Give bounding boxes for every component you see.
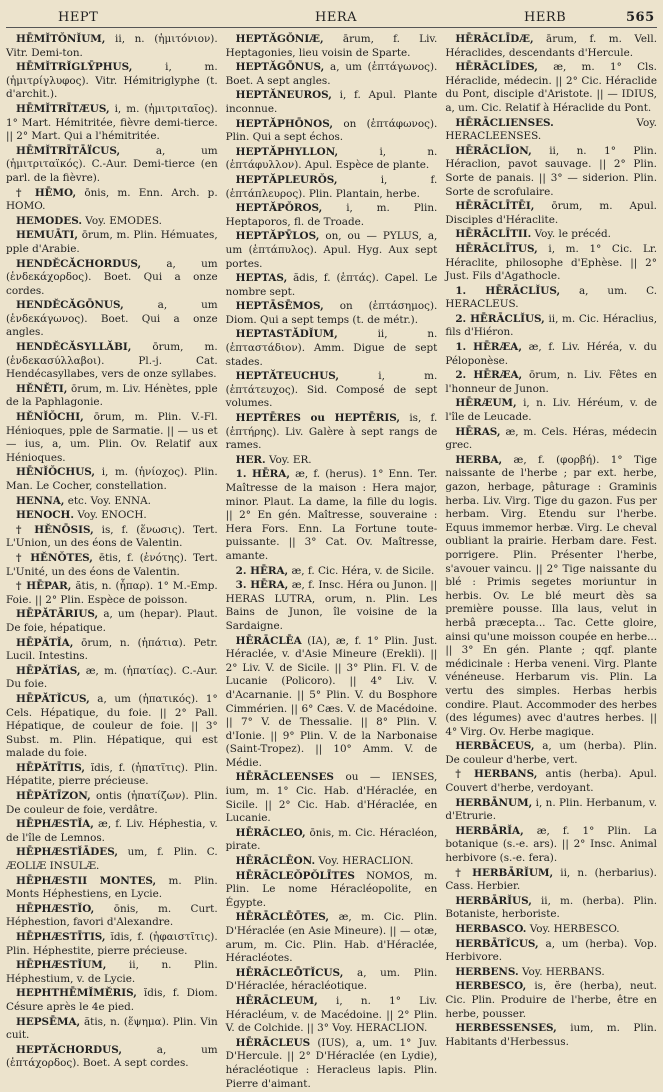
- entry-headword: HĒRĀCLĪTUS,: [455, 242, 538, 255]
- entry-headword: HĒRĀCLĪTĒI,: [455, 200, 535, 213]
- dictionary-entry: [6, 215, 218, 229]
- dictionary-entry: [226, 579, 438, 633]
- entry-definition: ōrum, n. Liv. Fêtes en l'honneur de Junon.: [445, 369, 657, 395]
- entry-definition: a, um. Plin. D'Héraclée, héracléotique.: [225, 966, 438, 993]
- entry-definition: um, f. Plin. C. ÆOLIÆ INSULÆ.: [6, 846, 218, 873]
- entry-definition: ii, n. Plin. Héphestium, v. de Lycie.: [6, 959, 218, 985]
- header-rule: [6, 27, 657, 28]
- dictionary-entry: [226, 468, 438, 563]
- entry-definition: NOMOS, m. Plin. Le nome Héracléopolite, en Égypte.: [225, 869, 438, 909]
- entry-definition: is, f. (ἑπτήρης). Liv. Galère à sept rangs de rames.: [225, 412, 438, 452]
- entry-headword: HEPTĂGŌNUS,: [235, 61, 325, 74]
- dictionary-entry: [226, 967, 438, 994]
- entry-definition: etc. Voy. ENNA.: [67, 494, 151, 507]
- entry-headword: HĒRĀCLĪON,: [455, 144, 532, 157]
- entry-headword: † HĔNŌSIS,: [16, 523, 94, 536]
- entry-headword: HERBĀRĬA,: [455, 824, 524, 837]
- entry-definition: ētis, f. (ἑνότης). Tert. L'Unité, un des éons de Valentin.: [6, 551, 218, 578]
- dictionary-entry: [6, 580, 218, 607]
- header-right: HERB: [524, 10, 567, 25]
- entry-headword: HEPHTHĒMĬMĔRIS,: [16, 987, 137, 1000]
- entry-definition: i, n. Liv. Héréum, v. de l'île de Leucade.: [445, 397, 657, 424]
- entry-headword: HĒMĬTŎNĬUM,: [16, 33, 106, 45]
- dictionary-entry: [445, 980, 657, 1021]
- entry-definition: ătis, n. (ἧπαρ). 1° M.-Emp. Foie. || 2° Plin. Espèce de poisson.: [6, 580, 218, 606]
- entry-definition: ōrum, m. Plin. Hémuates, pple d'Arabie.: [6, 229, 218, 255]
- column-2: [226, 33, 438, 1092]
- dictionary-entry: [226, 146, 438, 173]
- entry-headword: † HĒMO,: [16, 186, 77, 199]
- header-center: HERA: [315, 10, 358, 25]
- entry-headword: HĒPĂTĬCUS,: [16, 692, 90, 705]
- entry-headword: HĒRĀCLĪDÆ,: [455, 33, 534, 45]
- dictionary-entry: [445, 1022, 657, 1049]
- dictionary-entry: [6, 341, 218, 382]
- entry-definition: a, um (ἑνδεκάχορδος). Boet. Qui a onze cordes.: [6, 257, 218, 297]
- entry-definition: ārum, f. Liv. Heptagonies, lieu voisin de Sparte.: [225, 33, 438, 59]
- dictionary-entry: [445, 33, 657, 60]
- dictionary-entry: [6, 875, 218, 902]
- entry-definition: a, um (ἡμιτριταϊκός). C.-Aur. Demi-tierce (en parl. de la fièvre).: [6, 144, 218, 184]
- entry-headword: † HERBĀRĬUM,: [455, 866, 554, 879]
- entry-definition: ōnis, m. Cic. Héracléon, pirate.: [225, 826, 438, 853]
- page-number: 565: [626, 10, 655, 25]
- entry-definition: ĭdis, f. (ἡπατῖτις). Plin. Hépatite, pierre précieuse.: [6, 761, 218, 788]
- dictionary-entry: [6, 987, 218, 1014]
- dictionary-entry: [226, 202, 438, 229]
- entry-definition: ătis, n. (ἕψημα). Plin. Vin cuit.: [6, 1015, 218, 1042]
- dictionary-entry: [6, 637, 218, 664]
- entry-headword: HENDĔCĂCHORDUS,: [16, 257, 142, 270]
- dictionary-entry: [6, 959, 218, 986]
- entry-headword: HĒNĬŎCHUS,: [16, 466, 96, 479]
- entry-definition: ōrum, m. Plin. V.-Fl. Hénioques, pple de Sarmatie. || — us et — ius, a, um. Plin. Ov. Relatif aux Hénioques.: [6, 411, 218, 464]
- entry-headword: HERBESCO,: [455, 980, 527, 993]
- dictionary-entry: [6, 33, 218, 60]
- entry-headword: HĒRĀCLĒŌTES,: [235, 911, 330, 924]
- dictionary-entry: [445, 117, 657, 144]
- dictionary-entry: [226, 454, 438, 468]
- entry-headword: HĒRĀCLEŎPŎLĪTES: [235, 869, 355, 882]
- entry-definition: ii, n. (herbarius). Cass. Herbier.: [445, 866, 657, 893]
- dictionary-entry: [445, 341, 657, 368]
- entry-headword: HĒPĂTĪTIS,: [16, 761, 85, 774]
- entry-definition: ii, m. Cic. Héraclius, fils d'Hiéron.: [445, 312, 658, 339]
- entry-headword: HĒRĀCLEENSES: [235, 771, 334, 784]
- entry-headword: † HĒPAR,: [16, 580, 72, 593]
- entry-definition: ontis (ἡπατίζων). Plin. De couleur de foie, verdâtre.: [6, 790, 218, 816]
- entry-headword: HĒPHÆSTĬA,: [16, 818, 94, 831]
- entry-definition: æ, f. (φορβή). 1° Tige naissante de l'herbe ; par ext. herbe, gazon, herbage, pâturage : Graminis herba. Liv. Virg. Tige du gazon. Fus per herbam. Virg. Etendu sur l'herbe. Equus immemor herbæ. Virg. Le cheval oubliant la prairie. Herbam dare. Fest. porrigere. Plin. Présenter l'herbe, s'avouer vaincu. || 2° Tige naissante du blé : Primis segetes moriuntur in herbis. Ov. Le blé meurt dès sa première pousse. Illa laus, velut in herbâ præcepta... Tac. Cette gloire, ainsi qu'une moisson coupée en herbe... || 3° En gén. Plante ; qqf. plante médicinale : Herba veneni. Virg. Plante vénéneuse. Herbarum vis. Plin. La vertu des simples. Herbas herbis condire. Plaut. Accommoder des herbes (des légumes) avec d'autres herbes. || 4° Virg. Ov. Herbe magique.: [445, 453, 657, 738]
- dictionary-entry: [445, 228, 657, 242]
- entry-definition: æ, m. (ἡπατίας). C.-Aur. Du foie.: [6, 664, 218, 691]
- dictionary-entry: [6, 818, 218, 845]
- entry-headword: 1. HĒRĀCLĬUS,: [455, 284, 561, 297]
- entry-headword: HĔNĔTI,: [16, 382, 68, 395]
- entry-headword: HĒRĀCLEŌTĬCUS,: [235, 966, 344, 979]
- entry-headword: HĒPHÆSTII MONTES,: [16, 874, 157, 887]
- dictionary-entry: [226, 230, 438, 271]
- entry-definition: i, n. 1° Liv. Héracléum, v. de Macédoine. || 2° Plin. V. de Colchide. || 3° Voy. HERACLION.: [225, 994, 438, 1035]
- dictionary-entry: [6, 495, 218, 509]
- dictionary-entry: [445, 285, 657, 312]
- entry-definition: æ, m. 1° Cls. Héraclide, médecin. || 2° Cic. Héraclide du Pont, disciple d'Aristote. || — IDIUS, a, um. Cic. Relatif à Héraclide du Pont.: [445, 61, 657, 114]
- dictionary-entry: [6, 665, 218, 692]
- entry-headword: HENOCH.: [16, 509, 74, 522]
- entry-definition: i, n. Plin. Herbanum, v. d'Etrurie.: [445, 796, 657, 823]
- entry-definition: æ, f. Liv. Héphestia, v. de l'île de Lemnos.: [6, 818, 218, 844]
- entry-headword: HĒPHÆSTĬO,: [16, 902, 95, 915]
- entry-headword: HENDĔCĂGŌNUS,: [16, 299, 124, 312]
- entry-definition: a, um (ἑπτάχορδος). Boet. A sept cordes.: [6, 1043, 218, 1070]
- entry-definition: a, um (herba). Vop. Herbivore.: [445, 937, 657, 964]
- column-1: [6, 33, 218, 1092]
- entry-definition: ōrum, m. Liv. Hénètes, pple de la Paphlagonie.: [6, 382, 218, 409]
- entry-headword: HĒRĀCLEUS: [235, 1036, 311, 1049]
- entry-definition: a, um (ἑπτάγωνος). Boet. A sept angles.: [225, 61, 438, 87]
- entry-headword: † HERBANS,: [455, 768, 538, 781]
- entry-definition: i, f. (ἑπτάπλευρος). Plin. Plantain, herbe.: [225, 173, 438, 200]
- dictionary-entry: [226, 300, 438, 327]
- entry-headword: HĒPĂTĬAS,: [16, 664, 81, 677]
- dictionary-entry: [226, 118, 438, 145]
- dictionary-entry: [226, 855, 438, 869]
- entry-definition: m. Plin. Monts Héphestiens, en Lycie.: [6, 874, 218, 901]
- entry-definition: a, um (herba). Plin. De couleur d'herbe, vert.: [445, 740, 657, 766]
- dictionary-entry: [6, 229, 218, 256]
- dictionary-entry: [226, 33, 438, 60]
- entry-definition: ou — IENSES, ium, m. 1° Cic. Hab. d'Héraclée, en Sicile. || 2° Cic. Hab. d'Héraclée, en Lucanie.: [225, 771, 438, 825]
- entry-headword: HĒRĀCLIENSES.: [455, 116, 554, 129]
- dictionary-entry: [6, 846, 218, 873]
- entry-definition: ārum, f. m. Vell. Héraclides, descendants d'Hercule.: [445, 33, 658, 59]
- dictionary-entry: [445, 825, 657, 866]
- entry-headword: HĒRĀCLĒA: [235, 634, 302, 647]
- entry-definition: Voy. HERACLEENSES.: [445, 116, 657, 143]
- entry-headword: HENNA,: [16, 494, 65, 507]
- entry-headword: HEPTAS,: [235, 272, 288, 285]
- entry-headword: 2. HĒRĀCLĬUS,: [455, 312, 545, 325]
- entry-definition: ōrum, n. (ἡπάτια). Petr. Lucil. Intestins.: [6, 636, 218, 663]
- entry-headword: HERBĀCEUS,: [455, 740, 535, 753]
- entry-headword: HEPTĂPȲLOS,: [235, 230, 320, 243]
- dictionary-entry: [226, 370, 438, 411]
- entry-definition: ium, m. Plin. Habitants d'Herbessus.: [445, 1022, 657, 1048]
- entry-headword: HĒMĬTRĬGLȲPHUS,: [16, 61, 133, 74]
- entry-headword: 1. HĒRA,: [235, 468, 290, 481]
- entry-definition: i, m. (ἡνίοχος). Plin. Man. Le Cocher, constellation.: [6, 466, 218, 492]
- entry-headword: 2. HĒRÆA,: [455, 369, 523, 382]
- entry-headword: HEPTASTĂDĬUM,: [235, 328, 338, 341]
- entry-definition: antis (herba). Apul. Couvert d'herbe, verdoyant.: [445, 768, 657, 795]
- entry-definition: ōrum, m. (ἑνδεκασύλλαβοι). Pl.-j. Cat. Hendécasyllabes, vers de onze syllabes.: [6, 341, 218, 381]
- entry-headword: HEPTĒRES ou HEPTĒRIS,: [235, 412, 401, 425]
- dictionary-entry: [226, 1037, 438, 1091]
- entry-definition: ii, n. (ἑπταστάδιον). Amm. Digue de sept stades.: [225, 328, 438, 368]
- entry-headword: HENDĔCĂSYLLĂBI,: [16, 341, 132, 354]
- dictionary-entry: [226, 174, 438, 201]
- entry-definition: ĭdis, f. Diom. Césure après le 4e pied.: [6, 987, 218, 1013]
- dictionary-entry: [6, 1044, 218, 1071]
- entry-headword: HĒRĀCLĪTII.: [455, 228, 532, 241]
- entry-definition: ōrum, m. Apul. Disciples d'Héraclite.: [445, 200, 657, 226]
- dictionary-entry: [226, 771, 438, 825]
- entry-definition: on (ἑπτάσημος). Diom. Qui a sept temps (t. de métr.).: [225, 300, 438, 326]
- entry-headword: HEPTĂCHORDUS,: [16, 1043, 122, 1056]
- dictionary-entry: [6, 693, 218, 761]
- entry-headword: HĒRĀCLEUM,: [235, 994, 318, 1007]
- entry-headword: HĒPĂTĪZON,: [16, 790, 91, 803]
- dictionary-entry: [445, 397, 657, 424]
- dictionary-entry: [6, 61, 218, 102]
- entry-headword: HĔNĬŎCHI,: [16, 411, 84, 424]
- entry-headword: HEPTĂGŎNIÆ,: [235, 33, 324, 45]
- dictionary-entry: [445, 768, 657, 795]
- entry-definition: (IA), æ, f. 1° Plin. Just. Héraclée, v. d'Asie Mineure (Erekli). || 2° Liv. V. de Sicile. || 3° Plin. Fl. V. de Lucanie (Policoro). || 4° Liv. V. d'Acarnanie. || 5° Plin. V. du Bosphore Cimmérien. || 6° Cæs. V. de Macédoine. || 7° V. de Thessalie. || 8° Plin. V. d'Ionie. || 9° Plin. V. de la Narbonaise (Saint-Tropez). || 10° Amm. V. de Médie.: [225, 634, 438, 769]
- entry-headword: HER.: [235, 453, 266, 466]
- entry-definition: ii, m. (herba). Plin. Botaniste, herboriste.: [445, 894, 657, 921]
- dictionary-entry: [6, 608, 218, 635]
- dictionary-entry: [445, 895, 657, 922]
- header-left: HEPT: [58, 10, 99, 25]
- dictionary-entry: [226, 827, 438, 854]
- entry-definition: ōnis, m. Curt. Héphestion, favori d'Alexandre.: [6, 902, 218, 929]
- dictionary-entry: [6, 411, 218, 465]
- dictionary-entry: [445, 740, 657, 767]
- dictionary-entry: [6, 258, 218, 299]
- dictionary-entry: [6, 187, 218, 214]
- dictionary-entry: [6, 509, 218, 523]
- entry-definition: Voy. ENOCH.: [77, 509, 147, 522]
- dictionary-entry: [6, 790, 218, 817]
- entry-headword: HĒRĀCLEO,: [235, 826, 306, 839]
- dictionary-entry: [445, 145, 657, 199]
- dictionary-entry: [445, 966, 657, 980]
- dictionary-entry: [445, 61, 657, 115]
- entry-headword: HERBA,: [455, 453, 503, 466]
- dictionary-entry: [226, 870, 438, 911]
- entry-definition: a, um. C. HERACLEUS.: [445, 284, 657, 311]
- entry-headword: HEPTĂNEUROS,: [235, 89, 332, 102]
- entry-headword: HEPTĀSĒMOS,: [235, 300, 324, 313]
- entry-headword: HEMUĀTI,: [16, 229, 79, 242]
- dictionary-entry: [6, 383, 218, 410]
- entry-definition: ĭdis, f. (ἡφαιστῖτις). Plin. Héphestite, pierre précieuse.: [6, 931, 218, 957]
- entry-definition: i, n. (ἑπτάφυλλον). Apul. Espèce de plante.: [225, 145, 438, 172]
- dictionary-entry: [226, 272, 438, 299]
- dictionary-page: [6, 33, 658, 1090]
- entry-definition: Voy. HERBANS.: [521, 965, 605, 978]
- dictionary-entry: [226, 565, 438, 579]
- entry-definition: ii, n. (ἡμιτόνιον). Vitr. Demi-ton.: [6, 33, 218, 59]
- dictionary-entry: [6, 145, 218, 186]
- entry-headword: HĒMĬTRĪTĀÏCUS,: [16, 144, 121, 157]
- dictionary-entry: [445, 867, 657, 894]
- dictionary-entry: [6, 762, 218, 789]
- entry-definition: æ, f. 1° Plin. La botanique (s.-e. ars). || 2° Insc. Animal herbivore (s.-e. fera).: [445, 824, 657, 865]
- entry-definition: æ, m. Cels. Héras, médecin grec.: [445, 425, 658, 452]
- dictionary-entry: [445, 200, 657, 227]
- entry-definition: ădis, f. (ἑπτάς). Capel. Le nombre sept.: [225, 272, 438, 298]
- dictionary-entry: [6, 524, 218, 551]
- entry-headword: HERBASCO.: [455, 923, 527, 935]
- dictionary-entry: [445, 938, 657, 965]
- entry-definition: is, ĕre (herba), neut. Cic. Plin. Produire de l'herbe, être en herbe, pousser.: [445, 980, 657, 1020]
- entry-headword: 3. HĒRA,: [235, 579, 289, 592]
- entry-definition: i, m. Plin. Heptaporos, fl. de Troade.: [225, 202, 438, 228]
- entry-headword: HEPTĂPHYLLON,: [235, 145, 339, 158]
- dictionary-entry: [6, 552, 218, 579]
- dictionary-entry: [445, 923, 657, 937]
- entry-definition: a, um (ἡπατικός). 1° Cels. Hépatique, du foie. || 2° Pall. Hépatique, de couleur de foie. || 3° Subst. m. Plin. Hépatique, qui est malade du foie.: [6, 692, 218, 760]
- dictionary-entry: [445, 454, 657, 739]
- entry-headword: HĒRĀCLĪDES,: [455, 61, 538, 74]
- entry-definition: Voy. HERACLION.: [318, 855, 414, 868]
- dictionary-entry: [6, 299, 218, 340]
- entry-definition: ii, n. 1° Plin. Héraclion, pavot sauvage. || 2° Plin. Sorte de panais. || 3° — siderion. Plin. Sorte de scrofulaire.: [445, 144, 657, 198]
- dictionary-entry: [226, 995, 438, 1036]
- dictionary-entry: [226, 635, 438, 771]
- entry-headword: HĒPĂTĀRIUS,: [16, 608, 99, 621]
- dictionary-entry: [226, 911, 438, 965]
- entry-definition: Voy. EMODES.: [85, 214, 162, 227]
- entry-headword: HĒRÆUM,: [455, 397, 517, 410]
- entry-definition: a, um (hepar). Plaut. De foie, hépatique.: [6, 608, 218, 634]
- entry-headword: HEPTĂPHŌNOS,: [235, 117, 333, 130]
- dictionary-entry: [445, 313, 657, 340]
- entry-definition: is, f. (ἕνωσις). Tert. L'Union, un des éons de Valentin.: [6, 523, 218, 550]
- entry-headword: † HĔNŎTES,: [16, 551, 93, 564]
- entry-definition: æ, f. Insc. Héra ou Junon. || HERAS LUTRA, orum, n. Plin. Les Bains de Junon, île voisine de la Sardaigne.: [225, 579, 438, 632]
- entry-headword: HEPSĒMA,: [16, 1015, 81, 1028]
- entry-headword: HĒMĬTRĪTÆUS,: [16, 102, 110, 115]
- entry-headword: HERBESSENSES,: [455, 1022, 557, 1035]
- entry-headword: HERBĀNUM,: [455, 796, 533, 809]
- entry-headword: HEPTĂTEUCHUS,: [235, 370, 340, 383]
- entry-definition: i, f. Apul. Plante inconnue.: [225, 89, 438, 115]
- entry-headword: HĒRĀCLĒON.: [235, 855, 316, 868]
- dictionary-entry: [226, 89, 438, 116]
- entry-headword: HĒRAS,: [455, 425, 501, 438]
- dictionary-entry: [6, 103, 218, 144]
- entry-headword: HERBĀRĬUS,: [455, 894, 532, 907]
- entry-definition: on (ἑπτάφωνος). Plin. Qui a sept échos.: [225, 117, 438, 144]
- entry-definition: (IUS), a, um. 1° Juv. D'Hercule. || 2° D'Héraclée (en Lydie), héracléotique : Heracleus lapis. Plin. Pierre d'aimant.: [225, 1036, 438, 1090]
- entry-headword: HEMODES.: [16, 214, 82, 227]
- entry-headword: HĒPĂTĬA,: [16, 636, 74, 649]
- entry-headword: 1. HĒRÆA,: [455, 341, 522, 354]
- entry-definition: on, ou — PYLUS, a, um (ἑπτάπυλος). Apul. Hyg. Aux sept portes.: [225, 230, 438, 270]
- entry-headword: HERBĀTĬCUS,: [455, 937, 539, 950]
- dictionary-entry: [6, 903, 218, 930]
- dictionary-entry: [445, 426, 657, 453]
- entry-definition: æ, f. (herus). 1° Enn. Ter. Maîtresse de la maison : Hera major, minor. Plaut. La dame, la fille du logis. || 2° En gén. Maîtresse, souveraine : Hera Fors. Enn. La Fortune toute-puissante. || 3° Cat. Ov. Maîtresse, amante.: [225, 468, 438, 562]
- entry-headword: 2. HĒRA,: [235, 564, 289, 577]
- entry-definition: Voy. HERBESCO.: [529, 923, 620, 935]
- entry-headword: HĒPHÆSTĬUM,: [16, 959, 107, 972]
- entry-headword: HERBENS.: [455, 965, 519, 978]
- dictionary-entry: [445, 243, 657, 284]
- entry-headword: HĒPHÆSTĬĀDES,: [16, 846, 118, 859]
- entry-definition: æ, f. Cic. Héra, v. de Sicile.: [291, 564, 435, 577]
- dictionary-entry: [6, 931, 218, 958]
- entry-headword: HEPTĂPLEURŎS,: [235, 173, 338, 186]
- running-header: [0, 6, 663, 26]
- entry-definition: i, m. (ἑπτάτευχος). Sid. Composé de sept volumes.: [225, 370, 438, 410]
- entry-definition: æ, f. Liv. Héréa, v. du Péloponèse.: [445, 341, 657, 367]
- entry-definition: a, um (ἑνδεκάγωνος). Boet. Qui a onze angles.: [6, 299, 218, 339]
- entry-headword: HĒPHÆSTĪTIS,: [16, 931, 106, 943]
- entry-definition: i, m. 1° Cic. Lr. Héraclite, philosophe d'Ephèse. || 2° Just. Fils d'Agathocle.: [445, 242, 657, 283]
- entry-definition: Voy. le précéd.: [534, 228, 611, 241]
- entry-definition: i, m. (ἡμιτρίγλυφος). Vitr. Hémitriglyphe (t. d'archit.).: [6, 61, 218, 101]
- dictionary-entry: [6, 1016, 218, 1043]
- entry-headword: HEPTĂPŎROS,: [235, 202, 323, 215]
- dictionary-entry: [6, 466, 218, 493]
- entry-definition: Voy. ER.: [268, 453, 312, 466]
- column-3: [445, 33, 657, 1092]
- dictionary-entry: [226, 412, 438, 453]
- dictionary-entry: [226, 61, 438, 88]
- dictionary-entry: [445, 797, 657, 824]
- entry-definition: ōnis, m. Enn. Arch. p. HOMO.: [6, 186, 218, 213]
- dictionary-entry: [226, 328, 438, 369]
- entry-definition: æ, m. Cic. Plin. D'Héraclée (en Asie Mineure). || — otæ, arum, m. Cic. Plin. Hab. d'Héraclée, Héracléotes.: [225, 911, 438, 965]
- entry-definition: i, m. (ἡμιτριταῖος). 1° Mart. Hémitritée, fièvre demi-tierce. || 2° Mart. Qui a l'hémitritée.: [6, 102, 218, 143]
- dictionary-entry: [445, 369, 657, 396]
